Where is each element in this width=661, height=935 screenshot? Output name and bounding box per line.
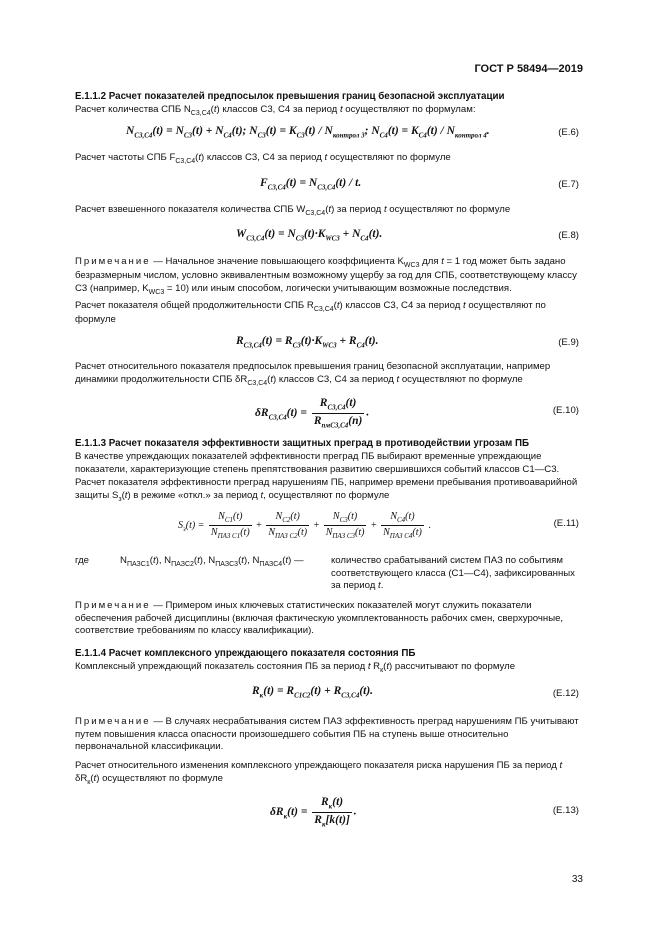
paragraph-count-formula-intro: Расчет количества СПБ $N_{C3,C4}(t)$ классов С3, С4 за период t осуществляют по формулам: <box>75 104 476 117</box>
formula-e13-left: $\delta R_к(t)$ = <box>270 805 308 820</box>
formula-e11-plus: + <box>368 520 380 532</box>
note-text: — Начальное значение повышающего коэффициента $K_{WC3}$ для t = 1 год может быть задано безразмерным числом, условно эквивалентным возможному ущербу за год для СПБ, соответствующему классу С3 (например, $K_{WC3} = 10$) или иным способом, логически учитывающим возможные последствия. <box>75 256 577 296</box>
note-text: — Примером иных ключевых статистических показателей могут служить показатели обеспечения рабочей дисциплины (включая фактическую укомплектованность рабочих смен, сверхурочные, соответствие требованиям по классу квалификации). <box>75 600 564 637</box>
note-text: — В случаях несрабатывания систем ПАЗ эффективность преград нарушениям ПБ учитывают путем повышения класса опасности произошедшего события ПБ на ступень выше относительно первоначальной классификации. <box>75 716 579 753</box>
equation-number-e6: (Е.6) <box>558 127 579 138</box>
formula-e11-plus: + <box>253 520 265 532</box>
note-label: Примечание <box>75 256 151 267</box>
formula-e13-denominator: $R_к[k(t)]$ <box>314 813 350 828</box>
formula-e11-plus: + <box>311 520 322 532</box>
formula-e10-denominator: $R_{пмC3,C4}(n)$ <box>313 414 363 429</box>
where-label: где <box>75 555 90 566</box>
equation-number-e8: (Е.8) <box>558 230 579 241</box>
equation-number-e13: (Е.13) <box>552 805 579 816</box>
formula-e11-term-denominator: $N_{ПАЗ C1}(t)$ <box>210 527 250 541</box>
formula-e11 <box>178 510 431 541</box>
equation-number-e10: (Е.10) <box>552 405 579 416</box>
note-label: Примечание <box>75 600 151 611</box>
note-label: Примечание <box>75 716 151 727</box>
formula-e6: $N_{C3,C4}(t) = N_{C3}(t) + N_{C4}(t)$; $N_{C3}(t) = K_{C3}(t) / N_{контрол 3}$; $N_{C4}(t) = K_{C4}(t) / N_{контрол 4}$. <box>126 125 490 140</box>
section-title-e112: Е.1.1.2 Расчет показателей предпосылок превышения границ безопасной эксплуатации <box>75 91 505 102</box>
formula-e10: $\delta R_{C3,C4}(t)$ = $\frac{R_{C3,C4}(t)}{R_{пмC3,C4}(n)}$ . <box>255 397 370 429</box>
formula-e11-term-denominator: $N_{ПАЗ C2}(t)$ <box>268 527 308 541</box>
note-paz <box>75 716 583 754</box>
equation-number-e11: (Е.11) <box>553 518 579 529</box>
formula-e11-term-numerator: $N_{C3}(t)$ <box>324 510 367 526</box>
formula-e11-term <box>381 510 424 541</box>
paragraph-barriers-intro: В качестве упреждающих показателей эффективности преград ПБ выбирают временные упреждающие показатели, характеризующие степень препятствования развитию свершившихся событий классов С1—С3. <box>75 451 560 475</box>
paragraph-frequency-intro: Расчет частоты СПБ $F_{C3,C4}(t)$ классов С3, С4 за период t осуществляют по формуле <box>75 152 451 165</box>
formula-e10-left: $\delta R_{C3,C4}(t)$ = <box>255 406 307 421</box>
paragraph-relative-change-intro: Расчет относительного изменения комплексного упреждающего показателя риска нарушения ПБ за период t $\delta R_к(t)$ осуществляют по формуле <box>75 760 563 786</box>
paragraph-complex-intro: Комплексный упреждающий показатель состояния ПБ за период t $R_к(t)$ рассчитывают по формуле <box>75 661 516 674</box>
formula-e11-term <box>324 510 367 541</box>
formula-e12: $R_к(t) = R_{C1C2}(t) + R_{C3,C4}(t)$. <box>252 685 374 700</box>
section-title-e114: Е.1.1.4 Расчет комплексного упреждающего показателя состояния ПБ <box>75 648 416 659</box>
formula-e7: $F_{C3,C4}(t) = N_{C3,C4}(t) / t$. <box>260 177 362 192</box>
where-variables: $N_{ПАЗC1}(t)$, $N_{ПАЗC2}(t)$, $N_{ПАЗC3}(t)$, $N_{ПАЗC4}(t)$ — <box>120 555 304 568</box>
document-standard-number: ГОСТ Р 58494—2019 <box>474 63 583 75</box>
formula-e8: $W_{C3,C4}(t) = N_{C3}(t)\cdot K_{WC3} + N_{C4}(t)$. <box>236 228 383 243</box>
formula-e11-period: . <box>425 520 431 532</box>
formula-e11-term-denominator: $N_{ПАЗ C3}(t)$ <box>325 527 365 541</box>
note-indicators <box>75 600 583 638</box>
formula-e11-term-numerator: $N_{C1}(t)$ <box>209 510 252 526</box>
formula-e10-numerator: $R_{C3,C4}(t)$ <box>312 396 365 414</box>
section-title-e113: Е.1.1.3 Расчет показателя эффективности защитных преград в противодействии угрозам ПБ <box>75 438 530 449</box>
formula-e11-term <box>266 510 309 541</box>
equation-number-e7: (Е.7) <box>558 179 579 190</box>
paragraph-barriers-formula-intro: Расчет показателя эффективности преград нарушениям ПБ, например времени пребывания противоаварийной защиты $S_з(t)$ в режиме «откл.» за период t, осуществляют по формуле <box>75 477 578 503</box>
formula-e13: $\delta R_к(t)$ = $\frac{R_к(t)}{R_к[k(t)]}$ . <box>270 796 357 828</box>
formula-e11-left: $S_з(t)$ = <box>178 520 205 534</box>
page-number: 33 <box>571 874 583 885</box>
equation-number-e9: (Е.9) <box>558 337 579 348</box>
formula-e11-terms <box>207 511 431 541</box>
formula-e11-term <box>209 510 252 541</box>
paragraph-relative-intro: Расчет относительного показателя предпосылок превышения границ безопасной эксплуатации, например динамики продолжительности СПБ $\delta R_{C3,C4}(t)$ классов С3, С4 за период t осуществляют по формуле <box>75 361 551 387</box>
note-coefficient <box>75 256 583 297</box>
equation-number-e12: (Е.12) <box>552 688 579 699</box>
formula-e13-numerator: $R_к(t)$ <box>312 795 352 813</box>
formula-e11-term-denominator: $N_{ПАЗ C4}(t)$ <box>383 527 422 541</box>
paragraph-weighted-intro: Расчет взвешенного показателя количества СПБ $W_{C3,C4}(t)$ за период t осуществляют по формуле <box>75 204 511 217</box>
formula-e10-fraction <box>312 396 365 430</box>
formula-e9: $R_{C3,C4}(t) = R_{C3}(t)\cdot K_{WC3} + R_{C4}(t)$. <box>236 335 379 350</box>
where-definition: количество срабатываний систем ПАЗ по событиям соответствующего класса (С1—С4), зафиксированных за период t. <box>331 555 575 592</box>
formula-e11-term-numerator: $N_{C4}(t)$ <box>381 510 424 526</box>
paragraph-duration-intro: Расчет показателя общей продолжительности СПБ $R_{C3,C4}(t)$ классов С3, С4 за период t осуществляют по формуле <box>75 300 546 326</box>
formula-e13-fraction <box>312 795 352 829</box>
formula-e11-term-numerator: $N_{C2}(t)$ <box>266 510 309 526</box>
